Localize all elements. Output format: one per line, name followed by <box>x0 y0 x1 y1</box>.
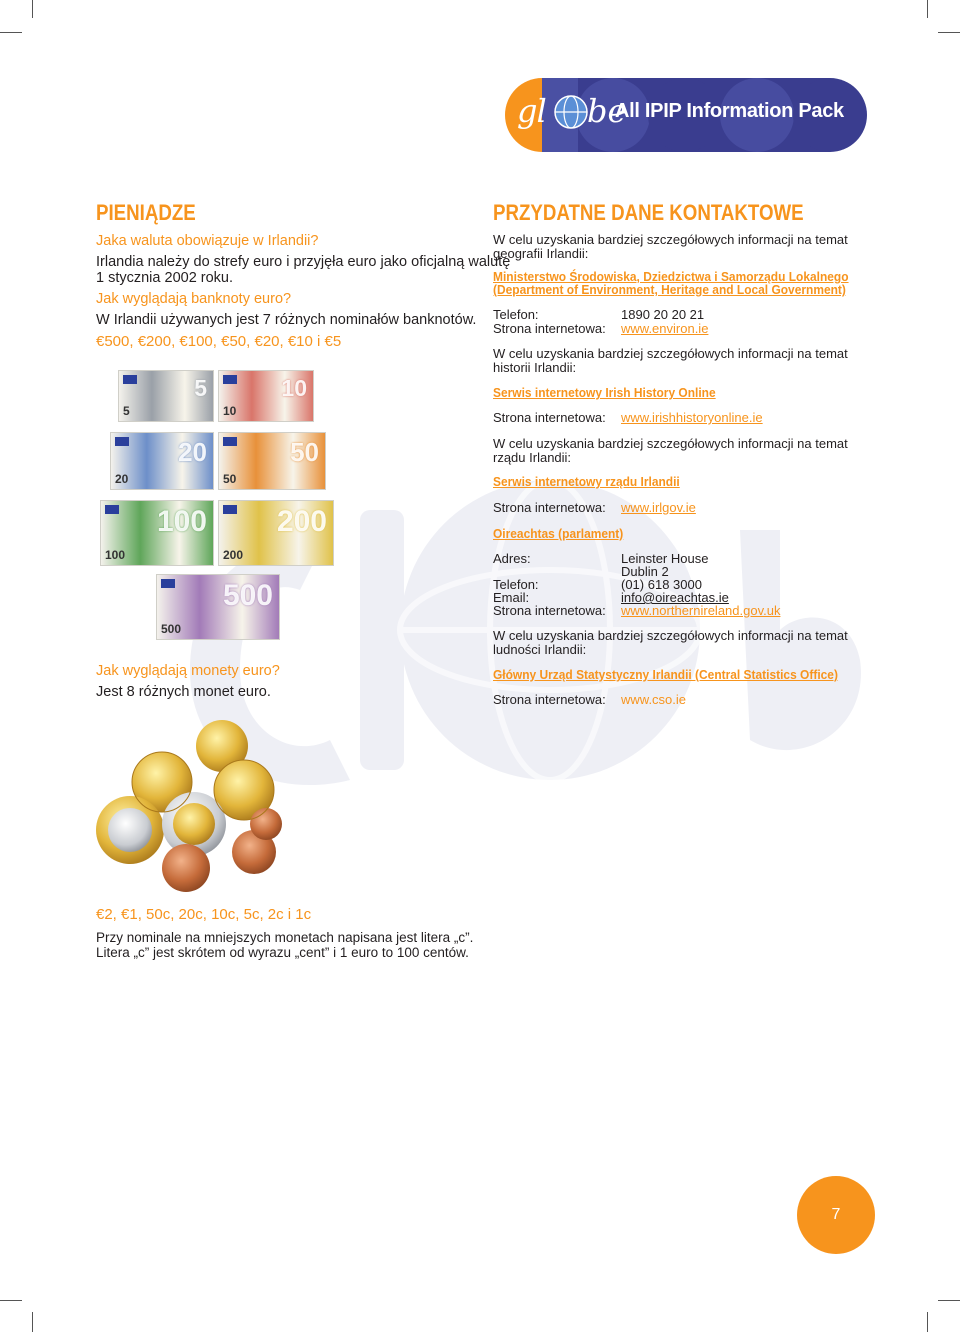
banknote-value: 5 <box>194 375 207 401</box>
crop-mark <box>927 1312 928 1332</box>
crop-mark <box>32 1312 33 1332</box>
crop-mark <box>927 0 928 18</box>
banknote-10-euro <box>218 370 314 422</box>
history-org[interactable]: Serwis internetowy Irish History Online <box>493 385 716 400</box>
geography-intro-line-1: W celu uzyskania bardziej szczegółowych informacji na temat <box>493 232 848 247</box>
parliament-website-link[interactable]: www.northernireland.gov.uk <box>621 603 781 618</box>
government-website-link[interactable]: www.irlgov.ie <box>621 500 696 515</box>
logo-text-left: gl <box>517 92 546 130</box>
eu-flag-icon <box>115 437 129 446</box>
banknote-denominations: €500, €200, €100, €50, €20, €10 i €5 <box>96 333 342 350</box>
question-banknotes: Jak wyglądają banknoty euro? <box>96 291 292 307</box>
history-website-link[interactable]: www.irishhistoryonline.ie <box>621 410 763 425</box>
geography-phone: 1890 20 20 21 <box>621 307 705 322</box>
address-label: Adres: <box>493 551 531 566</box>
history-intro-line-1: W celu uzyskania bardziej szczegółowych informacji na temat <box>493 346 848 361</box>
phone-label: Telefon: <box>493 307 539 322</box>
crop-mark <box>0 1300 22 1301</box>
population-intro-line-2: ludności Irlandii: <box>493 642 587 657</box>
geography-website-link[interactable]: www.environ.ie <box>621 321 709 336</box>
banknote-value-small: 10 <box>223 404 237 418</box>
banknote-value: 200 <box>276 505 327 538</box>
web-label: Strona internetowa: <box>493 603 606 618</box>
globe-icon <box>553 94 589 130</box>
parliament-email-link[interactable]: info@oireachtas.ie <box>621 590 729 605</box>
pack-title: All IPIP Information Pack <box>615 100 844 122</box>
header-logo <box>505 78 867 152</box>
coins-list: €2, €1, 50c, 20c, 10c, 5c, 2c i 1c <box>96 906 312 923</box>
crop-mark <box>938 32 960 33</box>
coins-note-line-2: Litera „c” jest skrótem od wyrazu „cent” i 1 euro to 100 centów. <box>96 945 469 960</box>
banknote-value: 50 <box>290 437 319 467</box>
coins-note-line-1: Przy nominale na mniejszych monetach napisana jest litera „c”. <box>96 930 474 945</box>
email-label: Email: <box>493 590 530 605</box>
web-label: Strona internetowa: <box>493 410 606 425</box>
geography-intro-line-2: geografii Irlandii: <box>493 246 589 261</box>
banknote-value: 20 <box>178 437 207 467</box>
banknote-50-euro <box>218 432 326 490</box>
eu-flag-icon <box>161 579 175 588</box>
crop-mark <box>938 1300 960 1301</box>
crop-mark <box>32 0 33 18</box>
banknote-200-euro <box>218 500 334 566</box>
banknote-100-euro <box>100 500 214 566</box>
web-label: Strona internetowa: <box>493 500 606 515</box>
banknote-value: 10 <box>281 375 307 401</box>
eu-flag-icon <box>223 375 237 384</box>
question-currency: Jaka waluta obowiązuje w Irlandii? <box>96 233 319 249</box>
banknote-5-euro <box>118 370 214 422</box>
history-intro-line-2: historii Irlandii: <box>493 360 577 375</box>
banknote-value: 500 <box>222 579 273 612</box>
euro-coins-image <box>94 716 284 896</box>
banknote-value-small: 200 <box>223 548 244 562</box>
eu-flag-icon <box>223 505 237 514</box>
banknote-value-small: 100 <box>105 548 126 562</box>
banknote-20-euro <box>110 432 214 490</box>
page-number: 7 <box>797 1176 875 1254</box>
geography-org-line-2[interactable]: (Department of Environment, Heritage and Local Government) <box>493 282 846 297</box>
logo-text-right: be <box>587 92 627 130</box>
section-title-money: PIENIĄDZE <box>96 200 196 225</box>
section-title-contacts: PRZYDATNE DANE KONTAKTOWE <box>493 200 804 225</box>
parliament-address-line-2: Dublin 2 <box>621 564 669 579</box>
population-org[interactable]: Główny Urząd Statystyczny Irlandii (Central Statistics Office) <box>493 667 838 682</box>
eu-flag-icon <box>123 375 137 384</box>
population-intro-line-1: W celu uzyskania bardziej szczegółowych informacji na temat <box>493 628 848 643</box>
government-intro-line-2: rządu Irlandii: <box>493 450 572 465</box>
phone-label: Telefon: <box>493 577 539 592</box>
parliament-address-line-1: Leinster House <box>621 551 709 566</box>
parliament-org[interactable]: Oireachtas (parlament) <box>493 526 624 541</box>
geography-org-line-1[interactable]: Ministerstwo Środowiska, Dziedzictwa i Samorządu Lokalnego <box>493 269 849 284</box>
crop-mark <box>0 32 22 33</box>
answer-currency-line-2: 1 stycznia 2002 roku. <box>96 270 234 286</box>
answer-currency-line-1: Irlandia należy do strefy euro i przyjęła euro jako oficjalną walutę <box>96 254 511 270</box>
banknote-value-small: 500 <box>161 622 182 636</box>
web-label: Strona internetowa: <box>493 321 606 336</box>
answer-banknotes: W Irlandii używanych jest 7 różnych nominałów banknotów. <box>96 312 477 328</box>
web-label: Strona internetowa: <box>493 692 606 707</box>
government-intro-line-1: W celu uzyskania bardziej szczegółowych informacji na temat <box>493 436 848 451</box>
banknote-value-small: 50 <box>223 472 237 486</box>
question-coins: Jak wyglądają monety euro? <box>96 663 280 679</box>
coin-5c <box>162 844 210 892</box>
eu-flag-icon <box>105 505 119 514</box>
banknote-value-small: 5 <box>123 404 130 418</box>
answer-coins: Jest 8 różnych monet euro. <box>96 684 271 700</box>
banknote-500-euro <box>156 574 280 640</box>
parliament-phone: (01) 618 3000 <box>621 577 702 592</box>
population-website-link[interactable]: www.cso.ie <box>621 692 687 707</box>
government-org[interactable]: Serwis internetowy rządu Irlandii <box>493 474 680 489</box>
eu-flag-icon <box>223 437 237 446</box>
coin-1c <box>250 808 282 840</box>
banknote-value: 100 <box>156 505 207 538</box>
banknote-value-small: 20 <box>115 472 129 486</box>
